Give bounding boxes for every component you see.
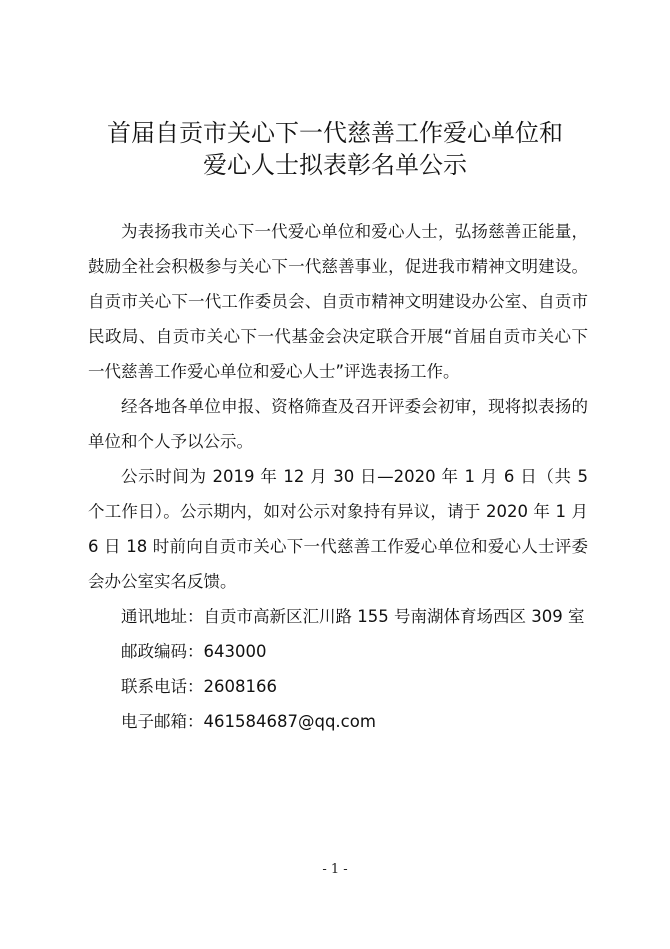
document-title-line-2: 爱心人士拟表彰名单公示	[203, 151, 467, 179]
paragraph-intro: 为表扬我市关心下一代爱心单位和爱心人士，弘扬慈善正能量，鼓励全社会积极参与关心下一代慈善事业，促进我市精神文明建设。自贡市关心下一代工作委员会、自贡市精神文明建设办公室、自贡市民政局、自贡市关心下一代基金会决定联合开展“首届自贡市关心下一代慈善工作爱心单位和爱心人士”评选表扬工作。	[88, 222, 588, 381]
paragraph-address: 通讯地址：自贡市高新区汇川路 155 号南湖体育场西区 309 室	[121, 607, 585, 626]
phone-number: 联系电话：2608166	[121, 677, 277, 696]
document-title-line-1: 首届自贡市关心下一代慈善工作爱心单位和	[107, 119, 563, 147]
document-body	[88, 214, 588, 739]
paragraph-schedule: 公示时间为 2019 年 12 月 30 日—2020 年 1 月 6 日（共 5 个工作日）。公示期内，如对公示对象持有异议，请于 2020 年 1 月 6 日 18 时前向自贡市关心下一代慈善工作爱心单位和爱心人士评委会办公室实名反馈。	[88, 467, 588, 591]
paragraph-review: 经各地各单位申报、资格筛查及召开评委会初审，现将拟表扬的单位和个人予以公示。	[88, 397, 588, 451]
email-address: 电子邮箱：461584687@qq.com	[121, 712, 376, 731]
postal-code: 邮政编码：643000	[121, 642, 267, 661]
page-number: - 1 -	[322, 862, 348, 877]
